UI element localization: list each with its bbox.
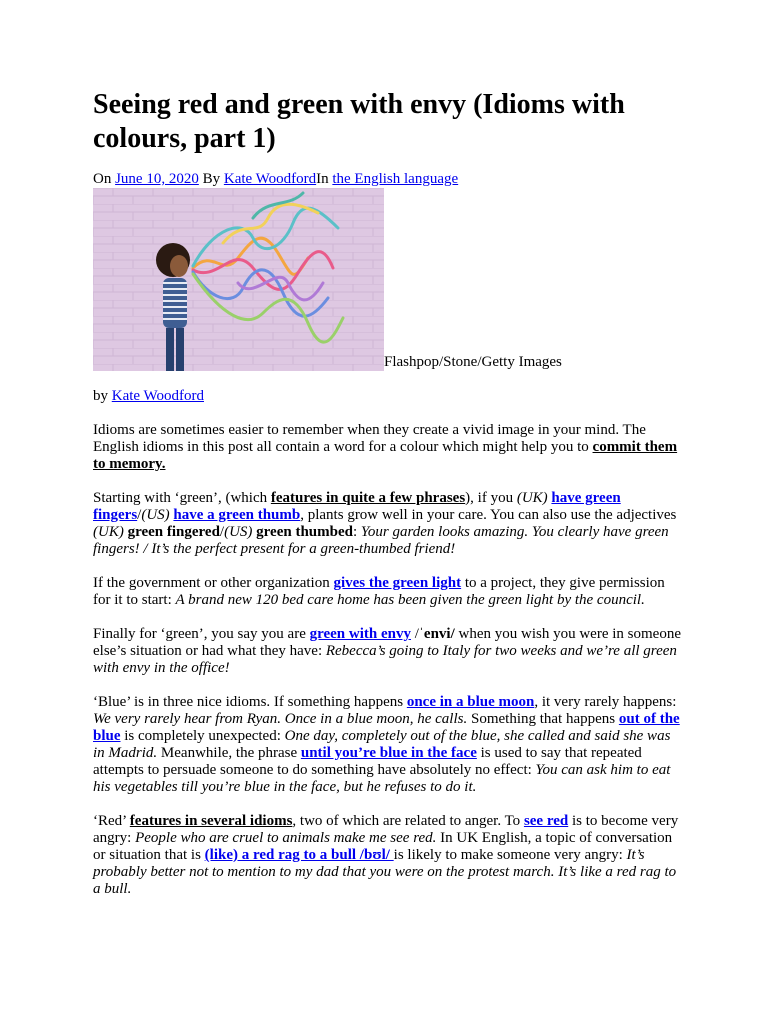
byline-prefix: by xyxy=(93,388,108,404)
have-green-fingers-link[interactable]: have green fingers xyxy=(93,490,621,523)
figure xyxy=(93,188,683,371)
meta-in: In xyxy=(316,171,329,187)
term-green-fingered: green fingered xyxy=(127,524,220,540)
uk-label: (UK) xyxy=(516,490,548,506)
have-green-thumb-link[interactable]: have a green thumb xyxy=(173,507,301,523)
paragraph-green-1 xyxy=(93,490,683,558)
paragraph-intro xyxy=(93,422,683,473)
paragraph-red xyxy=(93,813,683,898)
meta-on: On xyxy=(93,171,112,187)
text: In UK English, a topic of conversation or situation that is xyxy=(93,830,673,863)
text: ), if you xyxy=(465,490,517,506)
text: , it very rarely happens: xyxy=(534,694,677,710)
article-photo xyxy=(93,188,384,371)
date-link[interactable]: June 10, 2020 xyxy=(115,171,199,187)
text: : xyxy=(352,524,361,540)
features-phrases-link[interactable]: features in quite a few phrases xyxy=(270,490,466,506)
author-link[interactable]: Kate Woodford xyxy=(223,171,317,187)
text: is to become very angry: xyxy=(93,813,679,846)
meta-by: By xyxy=(202,171,221,187)
category-link[interactable]: the English language xyxy=(332,171,459,187)
byline-author-link[interactable]: Kate Woodford xyxy=(111,388,204,404)
text: Starting with ‘green’, (which xyxy=(93,490,271,506)
article-meta xyxy=(93,171,683,188)
us-label: (US) xyxy=(224,524,253,540)
text: Finally for ‘green’, you say you are xyxy=(93,626,310,642)
features-several-idioms-link[interactable]: features in several idioms xyxy=(129,813,293,829)
text: ‘Red’ xyxy=(93,813,130,829)
out-of-the-blue-link[interactable]: out of the blue xyxy=(93,711,680,744)
text: / xyxy=(137,507,142,523)
text: /ˈ xyxy=(411,626,424,642)
example: It’s probably better not to mention to my dad that you were on the protest march. It’s like a red rag to a bull. xyxy=(93,847,677,897)
text: to a project, they give permission for it to start: xyxy=(93,575,665,608)
text: Meanwhile, the phrase xyxy=(157,745,301,761)
text: Something that happens xyxy=(467,711,619,727)
example: One day, completely out of the blue, she called and said she was in Madrid. xyxy=(93,728,671,761)
text: If the government or other organization xyxy=(93,575,334,591)
once-in-blue-moon-link[interactable]: once in a blue moon xyxy=(406,694,535,710)
text: is completely unexpected: xyxy=(120,728,285,744)
example: A brand new 120 bed care home has been given the green light by the council. xyxy=(175,592,645,608)
photo-illustration xyxy=(93,188,384,371)
term-green-thumbed: green thumbed xyxy=(256,524,353,540)
example: Your garden looks amazing. You clearly have green fingers! / It’s the perfect present for a green-thumbed friend! xyxy=(93,524,669,557)
gives-green-light-link[interactable]: gives the green light xyxy=(333,575,462,591)
example: We very rarely hear from Ryan. Once in a blue moon, he calls. xyxy=(93,711,468,727)
text: , plants grow well in your care. You can also use the adjectives xyxy=(300,507,677,523)
byline xyxy=(93,388,683,405)
paragraph-green-2 xyxy=(93,575,683,609)
green-with-envy-link[interactable]: green with envy xyxy=(309,626,411,642)
pronunciation: envi/ xyxy=(423,626,455,642)
text: ‘Blue’ is in three nice idioms. If something happens xyxy=(93,694,407,710)
see-red-link[interactable]: see red xyxy=(523,813,569,829)
image-credit: Flashpop/Stone/Getty Images xyxy=(384,354,562,370)
us-label: (US) xyxy=(141,507,170,523)
text: / xyxy=(219,524,225,540)
uk-label: (UK) xyxy=(93,524,124,540)
text: Idioms are sometimes easier to remember when they create a vivid image in your mind. The English idioms in this post all contain a word for a colour which might help you to xyxy=(93,422,646,455)
paragraph-blue xyxy=(93,694,683,796)
example: Rebecca’s going to Italy for two weeks and we’re all green with envy in the office! xyxy=(93,643,677,676)
article-title: Seeing red and green with envy (Idioms with colours, part 1) xyxy=(93,89,625,154)
example: You can ask him to eat his vegetables till you’re blue in the face, but he refuses to do it. xyxy=(93,762,671,795)
example: People who are cruel to animals make me see red. xyxy=(135,830,437,846)
text: is likely to make someone very angry: xyxy=(393,847,627,863)
blue-in-the-face-link[interactable]: until you’re blue in the face xyxy=(300,745,477,761)
red-rag-to-bull-link[interactable]: (like) a red rag to a bull /bʊl/ xyxy=(204,847,394,863)
text: when you wish you were in someone else’s situation or had what they have: xyxy=(93,626,681,659)
article xyxy=(93,88,683,898)
text: , two of which are related to anger. To xyxy=(292,813,524,829)
paragraph-green-3 xyxy=(93,626,683,677)
text: is used to say that repeated attempts to persuade someone to do something have absolutely no effect: xyxy=(93,745,642,778)
commit-to-memory-link[interactable]: commit them to memory. xyxy=(93,439,678,472)
